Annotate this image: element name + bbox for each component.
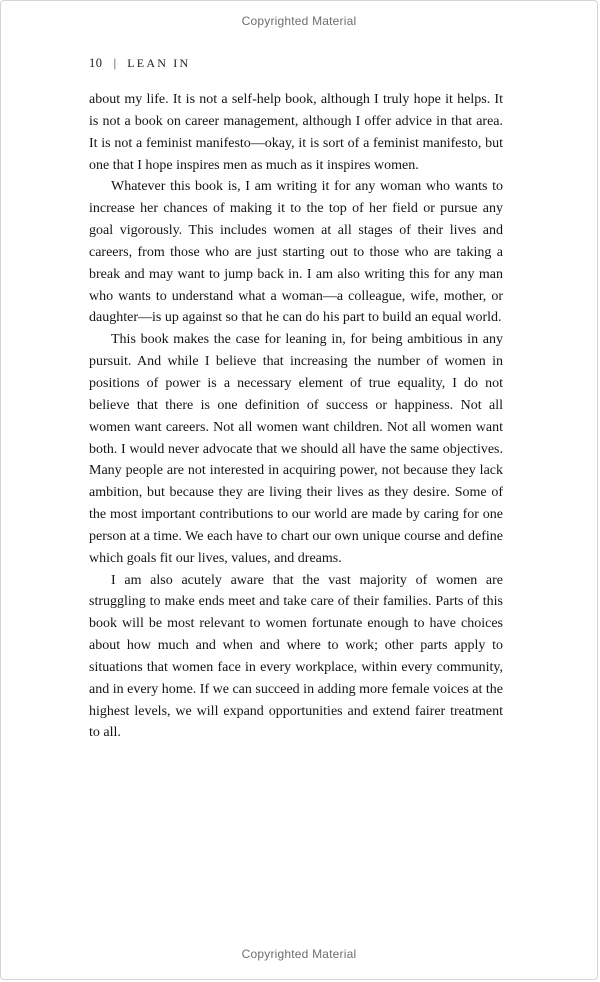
paragraph-continuation: about my life. It is not a self-help book, although I truly hope it helps. It is not a book on career management, although I offer advice in that area. It is not a feminist manifesto—okay, it is sort of a feminist manifesto, but one that I hope inspires men as much as it inspires women. xyxy=(89,92,503,173)
copyright-watermark-bottom: Copyrighted Material xyxy=(241,947,357,961)
body-text xyxy=(89,89,503,744)
page-header xyxy=(89,56,190,71)
book-title: LEAN IN xyxy=(127,56,191,70)
copyright-watermark-top: Copyrighted Material xyxy=(241,14,357,28)
paragraph: Whatever this book is, I am writing it for any woman who wants to increase her chances of making it to the top of her field or pursue any goal vigorously. This includes women at all stages of their lives and careers, from those who are just starting out to those who are taking a break and may want to jump back in. I am also writing this for any man who wants to understand what a woman—a colleague, wife, mother, or daughter—is up against so that he can do his part to build an equal world. xyxy=(89,179,503,326)
paragraph: This book makes the case for leaning in, for being ambitious in any pursuit. And while I believe that increasing the number of women in positions of power is a necessary element of true equality, I do not believe that there is one definition of success or happiness. Not all women want careers. Not all women want children. Not all women want both. I would never advocate that we should all have the same objectives. Many people are not interested in acquiring power, not because they lack ambition, but because they are living their lives as they desire. Some of the most important contributions to our world are made by caring for one person at a time. We each have to chart our own unique course and define which goals fit our lives, values, and dreams. xyxy=(89,332,503,566)
header-separator: | xyxy=(113,56,117,70)
paragraph: I am also acutely aware that the vast majority of women are struggling to make ends meet and take care of their families. Parts of this book will be most relevant to women fortunate enough to have choices about how much and when and where to work; other parts apply to situations that women face in every workplace, within every community, and in every home. If we can succeed in adding more female voices at the highest levels, we will expand opportunities and extend fairer treatment to all. xyxy=(89,572,503,741)
page-number: 10 xyxy=(89,56,103,70)
